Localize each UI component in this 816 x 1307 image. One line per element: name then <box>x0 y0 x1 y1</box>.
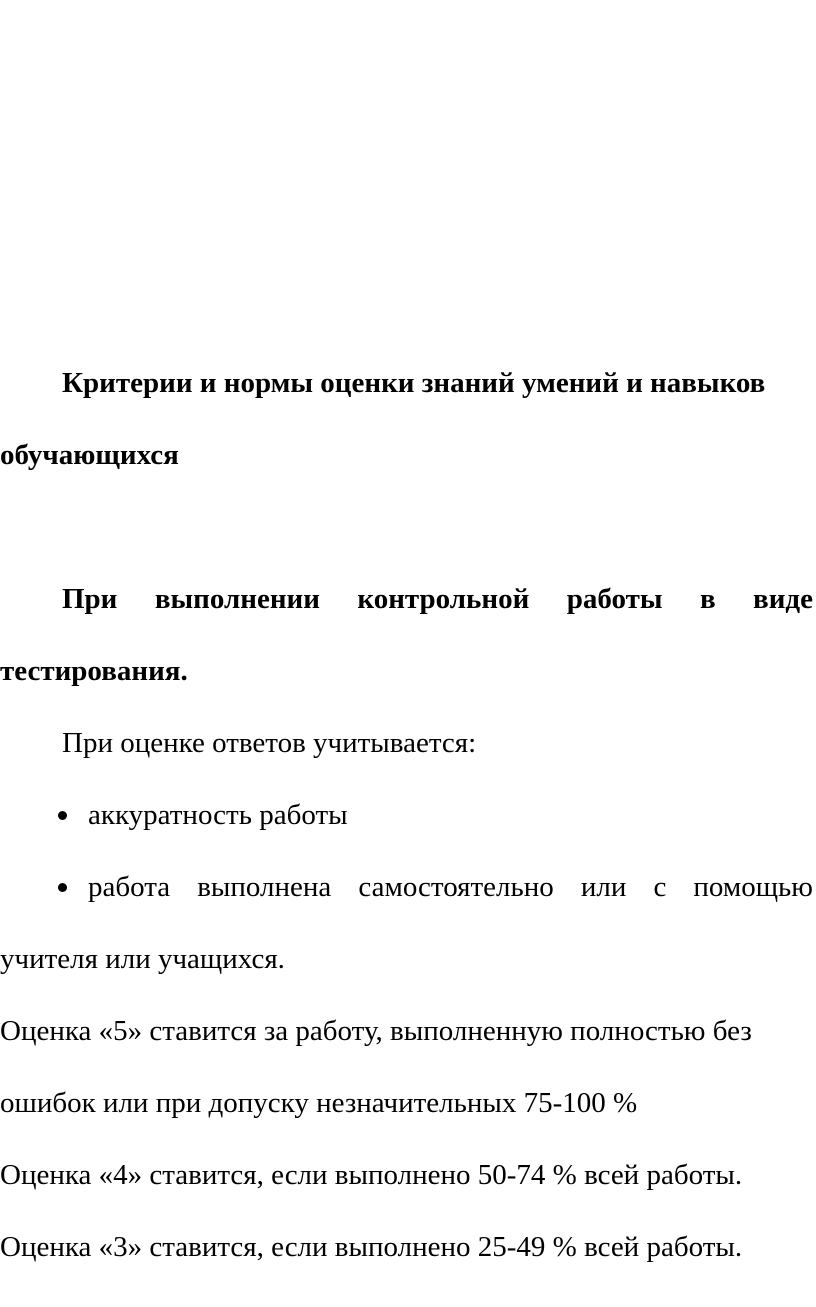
bullet-item-2-word: или <box>580 871 627 903</box>
bullet-item-2-word: работа <box>88 871 171 903</box>
grade-five-line-1: Оценка «5» ставится за работу, выполненную полностью без <box>0 1015 752 1047</box>
subheading-word: выполнении <box>154 583 320 615</box>
grade-four: Оценка «4» ставится, если выполнено 50-74 % всей работы. <box>0 1159 743 1191</box>
grade-five-line-2: ошибок или при допуску незначительных 75-100 % <box>0 1087 638 1119</box>
bullet-item-2-first <box>58 869 170 905</box>
subheading-word: виде <box>753 583 813 615</box>
grade-three: Оценка «3» ставится, если выполнено 25-49 % всей работы. <box>0 1231 743 1263</box>
bullet-item-2-line-2: учителя или учащихся. <box>0 943 285 975</box>
subheading-line-1 <box>0 581 813 617</box>
subheading-word: в <box>699 583 716 615</box>
bullet-item-1-text: аккуратность работы <box>88 799 348 831</box>
bullet-item-1 <box>0 797 816 833</box>
intro-text: При оценке ответов учитывается: <box>62 727 477 759</box>
bullet-item-2-word: с <box>653 871 667 903</box>
bullet-icon <box>58 883 67 892</box>
subheading-word: контрольной <box>357 583 530 615</box>
bullet-item-2-word: выполнена <box>197 871 332 903</box>
bullet-icon <box>58 811 67 820</box>
subheading-word: работы <box>566 583 663 615</box>
bullet-item-2-word: самостоятельно <box>358 871 554 903</box>
subheading-line-2: тестирования. <box>0 655 188 687</box>
heading-line-2: обучающихся <box>0 439 179 471</box>
subheading-word: При <box>62 583 118 615</box>
bullet-item-2-line-1 <box>0 869 813 905</box>
heading-line-1: Критерии и нормы оценки знаний умений и навыков <box>62 367 766 399</box>
bullet-item-2-word: помощью <box>693 871 813 903</box>
